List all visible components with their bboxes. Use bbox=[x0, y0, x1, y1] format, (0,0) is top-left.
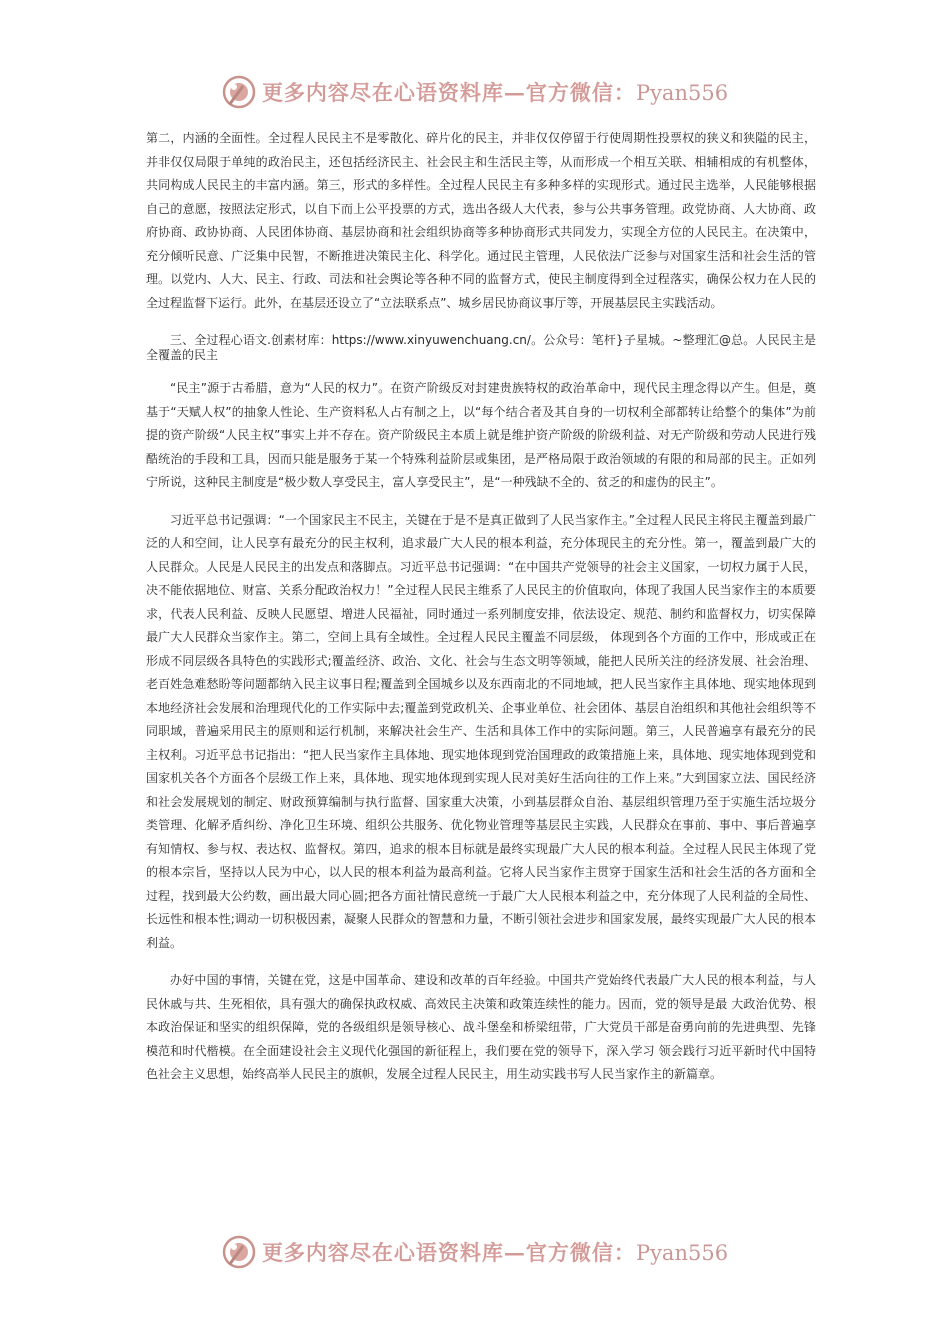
logo-icon bbox=[222, 75, 256, 109]
banner-text: 更多内容尽在心语资料库—官方微信：Pyan556 bbox=[261, 1240, 729, 1265]
logo-icon bbox=[222, 1235, 256, 1269]
wechat-id: Pyan556 bbox=[635, 1241, 729, 1265]
banner-text: 更多内容尽在心语资料库—官方微信：Pyan556 bbox=[261, 80, 729, 105]
header-banner bbox=[0, 72, 950, 112]
paragraph: 习近平总书记强调：“一个国家民主不民主，关键在于是不是真正做到了人民当家作主。”全过程人民民主将民主覆盖到最广泛的人和空间，让人民享有最充分的民主权利，追求最广大人民的根本利益，充分体现民主的充分性。第一，覆盖到最广大的人民群众。人民是人民民主的出发点和落脚点。习近平总书记强调：“在中国共产党领导的社会主义国家，一切权力属于人民，决不能依据地位、财富、关系分配政治权力！”全过程人民民主维系了人民民主的价值取向，体现了我国人民当家作主的本质要求，代表人民利益、反映人民愿望、增进人民福祉，同时通过一系列制度安排，依法设定、规范、制约和监督权力，切实保障最广大人民群众当家作主。第二，空间上具有全域性。全过程人民民主覆盖不同层级， 体现到各个方面的工作中，形成或正在形成不同层级各具特色的实践形式;覆盖经济、政治、文化、社会与生态文明等领域，能把人民所关注的经济发展、社会治理、老百姓急难愁盼等问题都纳入民主议事日程;覆盖到全国城乡以及东西南北的不同地域，把人民当家作主具体地、现实地体现到本地经济社会发展和治理现代化的工作实际中去;覆盖到党政机关、企事业单位、社会团体、基层自治组织和其他社会组织等不同职域，普遍采用民主的原则和运行机制，来解决社会生产、生活和具体工作中的实际问题。第三，人民普遍享有最充分的民主权利。习近平总书记指出：“把人民当家作主具体地、现实地体现到党治国理政的政策措施上来，具体地、现实地体现到党和国家机关各个方面各个层级工作上来，具体地、现实地体现到实现人民对美好生活向往的工作上来。”大到国家立法、国民经济和社会发展规划的制定、财政预算编制与执行监督、国家重大决策，小到基层群众自治、基层组织管理乃至于实施生活垃圾分类管理、化解矛盾纠纷、净化卫生环境、组织公共服务、优化物业管理等基层民主实践，人民群众在事前、事中、事后普遍享有知情权、参与权、表达权、监督权。第四，追求的根本目标就是最终实现最广大人民的根本利益。全过程人民民主体现了党的根本宗旨，坚持以人民为中心，以人民的根本利益为最高利益。它将人民当家作主贯穿于国家生活和社会生活的各方面和全过程，找到最大公约数，画出最大同心圆;把各方面社情民意统一于最广大人民根本利益之中，充分体现了人民利益的全局性、长远性和根本性;调动一切积极因素，凝聚人民群众的智慧和力量，不断引领社会进步和国家发展，最终实现最广大人民的根本利益。 bbox=[146, 512, 816, 950]
document-body bbox=[146, 127, 816, 1101]
section-heading: 三、全过程心语文.创素材库：https://www.xinyuwenchuang.cn/。公众号：笔杆}子星城。~整理汇@总。人民民主是全覆盖的民主 bbox=[146, 333, 816, 362]
footer-banner bbox=[0, 1232, 950, 1272]
paragraph: 办好中国的事情，关键在党，这是中国革命、建设和改革的百年经验。中国共产党始终代表最广大人民的根本利益，与人民休戚与共、生死相依，具有强大的确保执政权威、高效民主决策和政策连续性的能力。因而，党的领导是最 大政治优势、根本政治保证和坚实的组织保障，党的各级组织是领导核心、战斗堡垒和桥梁纽带，广大党员干部是奋勇向前的先进典型、先锋模范和时代楷模。在全面建设社会主义现代化强国的新征程上，我们要在党的领导下，深入学习 领会践行习近平新时代中国特色社会主义思想，始终高举人民民主的旗帜，发展全过程人民民主，用生动实践书写人民当家作主的新篇章。 bbox=[146, 973, 816, 1081]
wechat-id: Pyan556 bbox=[635, 81, 729, 105]
paragraph: 第二，内涵的全面性。全过程人民民主不是零散化、碎片化的民主，并非仅仅停留于行使周期性投票权的狭义和狭隘的民主，并非仅仅局限于单纯的政治民主，还包括经济民主、社会民主和生活民主等，从而形成一个相互关联、相辅相成的有机整体，共同构成人民民主的丰富内涵。第三，形式的多样性。全过程人民民主有多种多样的实现形式。通过民主选举，人民能够根据自己的意愿，按照法定形式，以自下而上公平投票的方式，选出各级人大代表，参与公共事务管理。政党协商、人大协商、政府协商、政协协商、人民团体协商、基层协商和社会组织协商等多种协商形式共同发力，实现全方位的人民民主。在决策中，充分倾听民意、广泛集中民智，不断推进决策民主化、科学化。通过民主管理，人民依法广泛参与对国家生活和社会生活的管理。以党内、人大、民主、行政、司法和社会舆论等各种不同的监督方式，使民主制度得到全过程落实，确保公权力在人民的全过程监督下运行。此外，在基层还设立了“立法联系点”、城乡居民协商议事厅等，开展基层民主实践活动。 bbox=[146, 131, 816, 310]
paragraph: “民主”源于古希腊，意为“人民的权力”。在资产阶级反对封建贵族特权的政治革命中，现代民主理念得以产生。但是，奠基于“天赋人权”的抽象人性论、生产资料私人占有制之上，以“每个结合者及其自身的一切权利全部都转让给整个的集体”为前提的资产阶级“人民主权”事实上并不存在。资产阶级民主本质上就是维护资产阶级的阶级利益、对无产阶级和劳动人民进行残酷统治的手段和工具，因而只能是服务于某一个特殊利益阶层或集团，是严格局限于政治领域的有限的和局部的民主。正如列宁所说，这种民主制度是“极少数人享受民主，富人享受民主”，是“一种残缺不全的、贫乏的和虚伪的民主”。 bbox=[146, 381, 816, 489]
